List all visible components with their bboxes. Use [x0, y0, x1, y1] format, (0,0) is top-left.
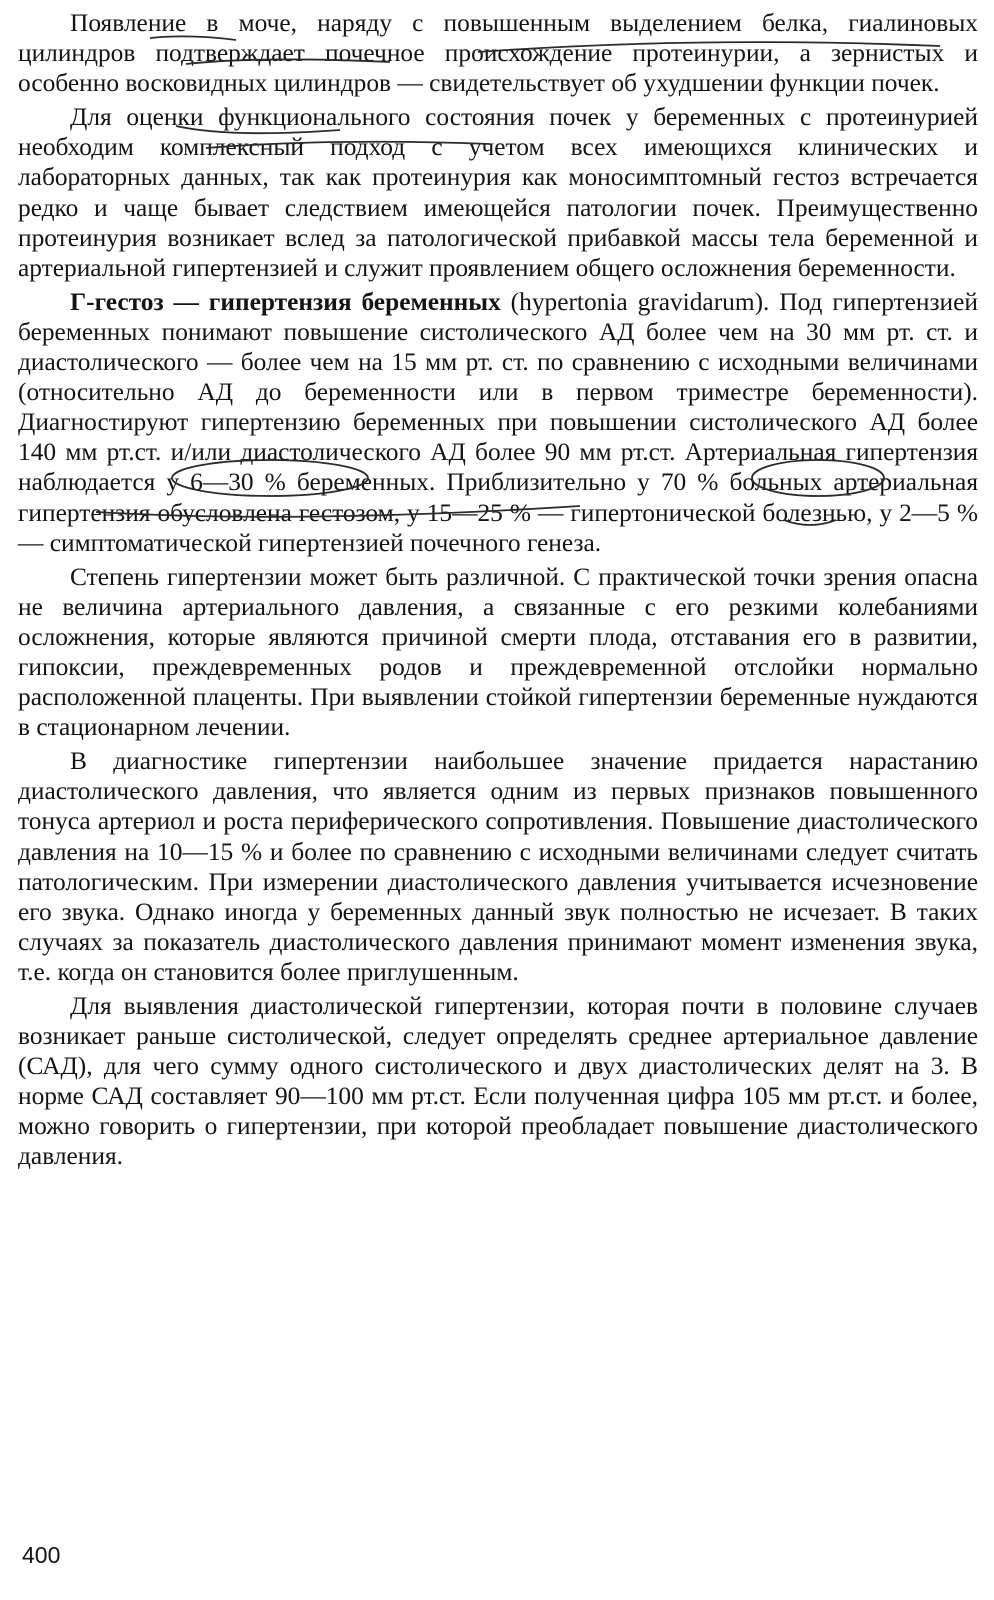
paragraph-kidney-assessment: [18, 102, 978, 283]
paragraph-text: Появление в моче, наряду с повышенным выделением белка, гиалиновых цилиндров подтверждает почечное происхождение протеинурии, а зернистых и особенно восковидных цилиндров — свидетельствует об ухудшении функции почек.: [18, 9, 978, 98]
page-number: 400: [22, 1542, 61, 1568]
paragraph-text: Степень гипертензии может быть различной. С практической точки зрения опасна не величина артериального давления, а связанные с его резкими колебаниями осложнения, которые являются причиной смерти плода, отставания его в развитии, гипоксии, преждевременных родов и преждевременной отслойки нормально расположенной плаценты. При выявлении стойкой гипертензии беременные нуждаются в стационарном лечении.: [18, 562, 978, 742]
section-heading: Г-гестоз — гипертензия беременных: [70, 287, 501, 316]
paragraph-hypertension-degree: [18, 562, 978, 743]
paragraph-cylinders: [18, 8, 978, 98]
paragraph-mean-pressure: [18, 991, 978, 1172]
paragraph-text: (hypertonia gravidarum). Под гипертензией беременных понимают повышение систолического АД более чем на 30 мм рт. ст. и диастолического — более чем на 15 мм рт. ст. по сравнению с исходными величинами (относительно АД до беременности или в первом триместре беременности). Диагностируют гипертензию беременных при повышении систолического АД более 140 мм рт.ст. и/или диастолического АД более 90 мм рт.ст. Артериальная гипертензия наблюдается у 6—30 % беременных. Приблизительно у 70 % больных артериальная гипертензия обусловлена гестозом, у 15—25 % — гипертонической болезнью, у 2—5 % — симптоматической гипертензией почечного генеза.: [18, 287, 978, 557]
paragraph-hypertension-definition: [18, 287, 978, 558]
paragraph-text: Для оценки функционального состояния почек у беременных с протеинурией необходим комплексный подход с учетом всех имеющихся клинических и лабораторных данных, так как протеинурия как моносимптомный гестоз встречается редко и чаще бывает следствием имеющейся патологии почек. Преимущественно протеинурия возникает вслед за патологической прибавкой массы тела беременной и артериальной гипертензией и служит проявлением общего осложнения беременности.: [18, 103, 978, 282]
paragraph-text: Для выявления диастолической гипертензии, которая почти в половине случаев возникает раньше систолической, следует определять среднее артериальное давление (САД), для чего сумму одного систолического и двух диастолических делят на 3. В норме САД составляет 90—100 мм рт.ст. Если полученная цифра 105 мм рт.ст. и более, можно говорить о гипертензии, при которой преобладает повышение диастолического давления.: [18, 992, 978, 1171]
paragraph-text: В диагностике гипертензии наибольшее значение придается нарастанию диастолического давления, что является одним из первых признаков повышенного тонуса артериол и роста периферического сопротивления. Повышение диастолического давления на 10—15 % и более по сравнению с исходными величинами следует считать патологическим. При измерении диастолического давления учитывается исчезновение его звука. Однако иногда у беременных данный звук полностью не исчезает. В таких случаях за показатель диастолического давления принимают момент изменения звука, т.е. когда он становится более приглушенным.: [18, 747, 978, 986]
paragraph-diastolic-diagnostics: [18, 746, 978, 987]
text-column: [18, 8, 978, 1176]
